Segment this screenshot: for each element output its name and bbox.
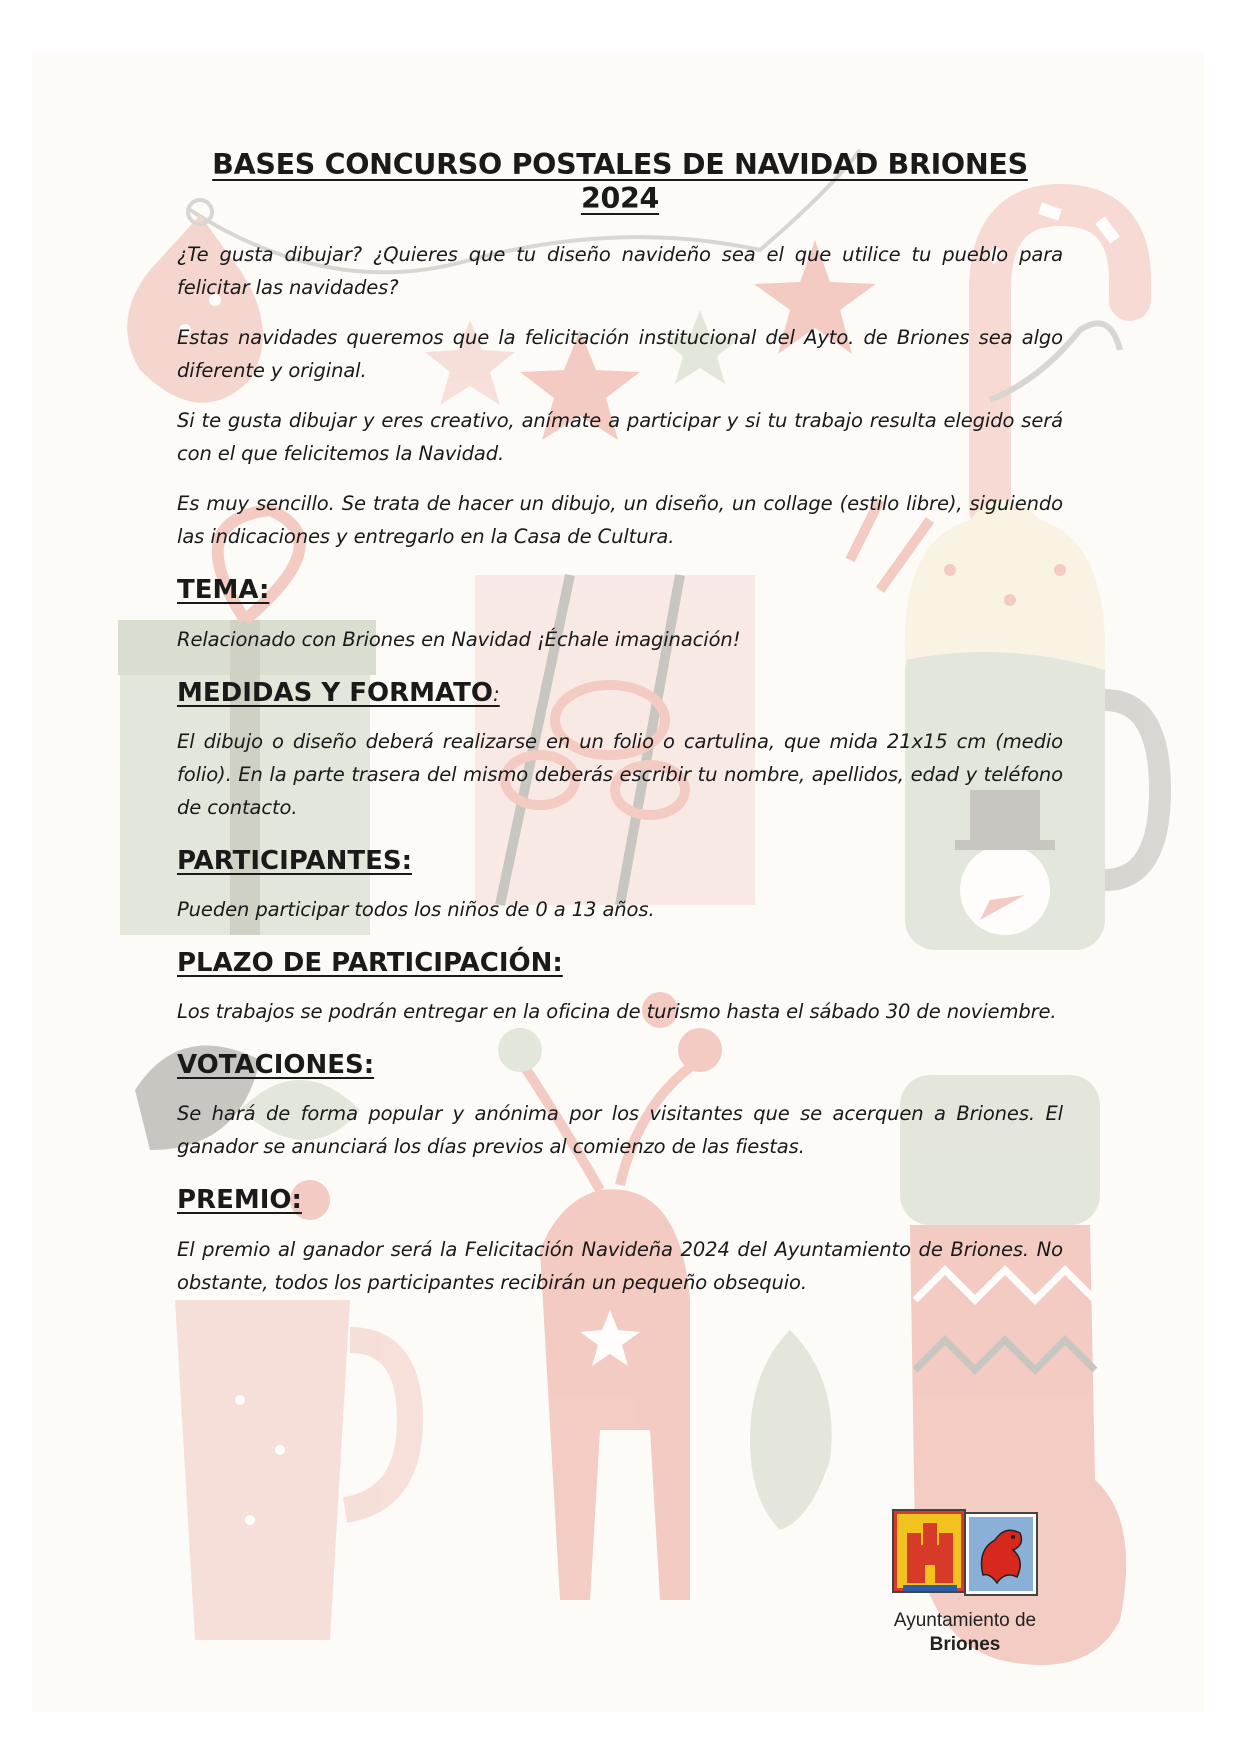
intro-paragraph: Estas navidades queremos que la felicitación institucional del Ayto. de Briones sea algo diferente y original.: [177, 326, 1063, 383]
section-text-medidas: El dibujo o diseño deberá realizarse en un folio o cartulina, que mida 21x15 cm (medio folio). En la parte trasera del mismo deberás escribir tu nombre, apellidos, edad y teléfono de contacto.: [177, 729, 1063, 819]
section-text-premio: El premio al ganador será la Felicitación Navideña 2024 del Ayuntamiento de Briones. No obstante, todos los participantes recibirán un pequeño obsequio.: [177, 1237, 1063, 1294]
section-heading-medidas: [177, 678, 1063, 709]
logo-line-1: Ayuntamiento de: [893, 1610, 1037, 1631]
pink-jug: [175, 1300, 410, 1640]
logo-line-2: Briones: [929, 1634, 1001, 1655]
document-title: BASES CONCURSO POSTALES DE NAVIDAD BRIONES 2024: [212, 148, 1028, 216]
intro-paragraph: Si te gusta dibujar y eres creativo, anímate a participar y si tu trabajo resulta elegido será con el que felicitemos la Navidad.: [177, 409, 1063, 466]
section-text-plazo: Los trabajos se podrán entregar en la oficina de turismo hasta el sábado 30 de noviembre.: [177, 1000, 1057, 1024]
section-text-tema: Relacionado con Briones en Navidad ¡Échale imaginación!: [177, 627, 741, 651]
section-heading-medidas-label: MEDIDAS Y FORMATO: [177, 677, 493, 708]
section-text-participantes: Pueden participar todos los niños de 0 a 13 años.: [177, 897, 655, 921]
section-heading-premio: PREMIO:: [177, 1185, 302, 1216]
document-body: [177, 148, 1063, 1316]
section-heading-votaciones: VOTACIONES:: [177, 1050, 375, 1081]
ayuntamiento-logo: [885, 1505, 1045, 1656]
logo-label: [885, 1610, 1045, 1656]
section-heading-medidas-suffix: :: [492, 681, 500, 706]
intro-paragraph: Es muy sencillo. Se trata de hacer un dibujo, un diseño, un collage (estilo libre), siguiendo las indicaciones y entregarlo en la Casa de Cultura.: [177, 492, 1063, 549]
section-heading-plazo: PLAZO DE PARTICIPACIÓN:: [177, 947, 563, 978]
section-text-votaciones: Se hará de forma popular y anónima por los visitantes que se acerquen a Briones. El ganador se anunciará los días previos al comienzo de las fiestas.: [177, 1102, 1063, 1159]
section-heading-participantes: PARTICIPANTES:: [177, 845, 412, 876]
intro-paragraph: ¿Te gusta dibujar? ¿Quieres que tu diseño navideño sea el que utilice tu pueblo para felicitar las navidades?: [177, 243, 1063, 300]
ornament-green: [750, 1330, 832, 1530]
section-heading-tema: TEMA:: [177, 575, 270, 606]
coat-of-arms-icon: [885, 1505, 1045, 1600]
